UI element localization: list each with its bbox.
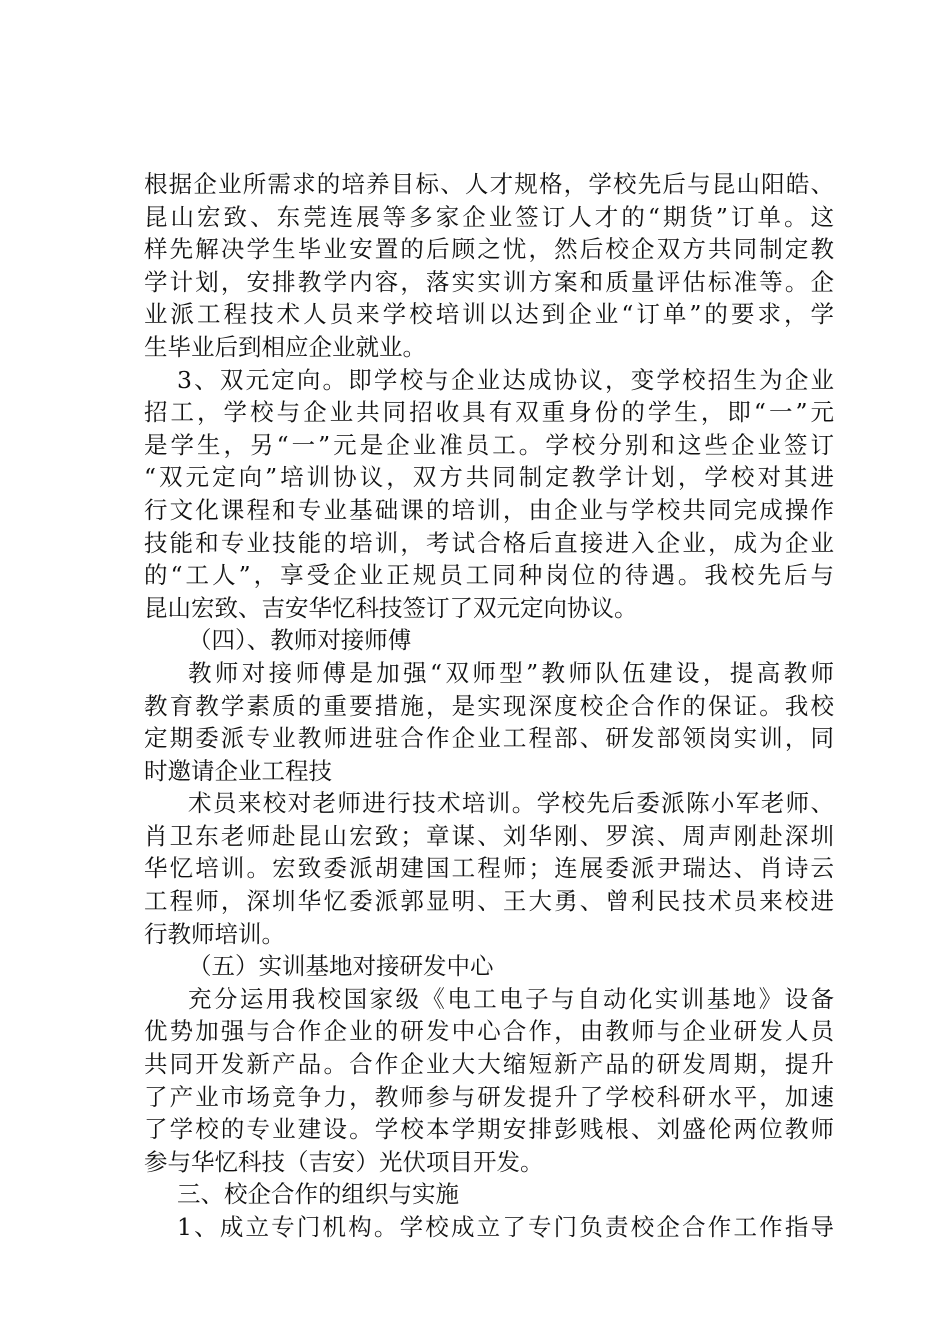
text-line: 的“工人”，享受企业正规员工同种岗位的待遇。我校先后与 xyxy=(144,561,834,590)
text-line: 样先解决学生毕业安置的后顾之忧，然后校企双方共同制定教 xyxy=(144,235,834,264)
text-line: 根据企业所需求的培养目标、人才规格，学校先后与昆山阳皓、 xyxy=(144,170,834,198)
text-line: 技能和专业技能的培训，考试合格后直接进入企业，成为企业 xyxy=(144,528,834,557)
text-line: 昆山宏致、吉安华忆科技签订了双元定向协议。 xyxy=(144,593,638,622)
text-line: 充分运用我校国家级《电工电子与自动化实训基地》设备 xyxy=(188,984,834,1013)
text-line: 共同开发新产品。合作企业大大缩短新产品的研发周期，提升 xyxy=(144,1050,834,1079)
text-line: 学计划，安排教学内容，落实实训方案和质量评估标准等。企 xyxy=(144,267,834,296)
text-line: 时邀请企业工程技 xyxy=(144,756,332,785)
text-line: 教育教学素质的重要措施，是实现深度校企合作的保证。我校 xyxy=(144,691,834,720)
text-line: 昆山宏致、东莞连展等多家企业签订人才的“期货”订单。这 xyxy=(144,202,834,231)
text-line: 行教师培训。 xyxy=(144,919,285,948)
text-line: 华忆培训。宏致委派胡建国工程师；连展委派尹瑞达、肖诗云 xyxy=(144,854,834,883)
text-line: 是学生，另“一”元是企业准员工。学校分别和这些企业签订 xyxy=(144,430,834,459)
text-line: 生毕业后到相应企业就业。 xyxy=(144,332,426,361)
text-line: 参与华忆科技（吉安）光伏项目开发。 xyxy=(144,1147,544,1176)
text-line: 肖卫东老师赴昆山宏致；章谋、刘华刚、罗滨、周声刚赴深圳 xyxy=(144,821,834,850)
text-line: 工程师，深圳华忆委派郭显明、王大勇、曾利民技术员来校进 xyxy=(144,887,834,916)
text-line: 定期委派专业教师进驻合作企业工程部、研发部领岗实训，同 xyxy=(144,724,834,753)
text-line: 了学校的专业建设。学校本学期安排彭贱根、刘盛伦两位教师 xyxy=(144,1115,834,1144)
section-heading: （四）、教师对接师傅 xyxy=(188,626,412,655)
text-line: 了产业市场竞争力，教师参与研发提升了学校科研水平，加速 xyxy=(144,1082,834,1111)
text-line: 招工，学校与企业共同招收具有双重身份的学生，即“一”元 xyxy=(144,398,834,427)
text-line: “双元定向”培训协议，双方共同制定教学计划，学校对其进 xyxy=(144,463,834,492)
body-text xyxy=(144,168,834,1244)
text-line: 教师对接师傅是加强“双师型”教师队伍建设，提高教师 xyxy=(188,658,834,687)
text-line: 优势加强与合作企业的研发中心合作，由教师与企业研发人员 xyxy=(144,1017,834,1046)
text-line: 3、双元定向。即学校与企业达成协议，变学校招生为企业 xyxy=(177,365,834,394)
section-heading: 三、校企合作的组织与实施 xyxy=(177,1180,459,1209)
section-heading: （五）实训基地对接研发中心 xyxy=(188,952,494,981)
text-line: 行文化课程和专业基础课的培训，由企业与学校共同完成操作 xyxy=(144,495,834,524)
text-line: 1、成立专门机构。学校成立了专门负责校企合作工作指导 xyxy=(177,1213,834,1241)
text-line: 业派工程技术人员来学校培训以达到企业“订单”的要求，学 xyxy=(144,300,834,329)
text-line: 术员来校对老师进行技术培训。学校先后委派陈小军老师、 xyxy=(188,789,834,818)
